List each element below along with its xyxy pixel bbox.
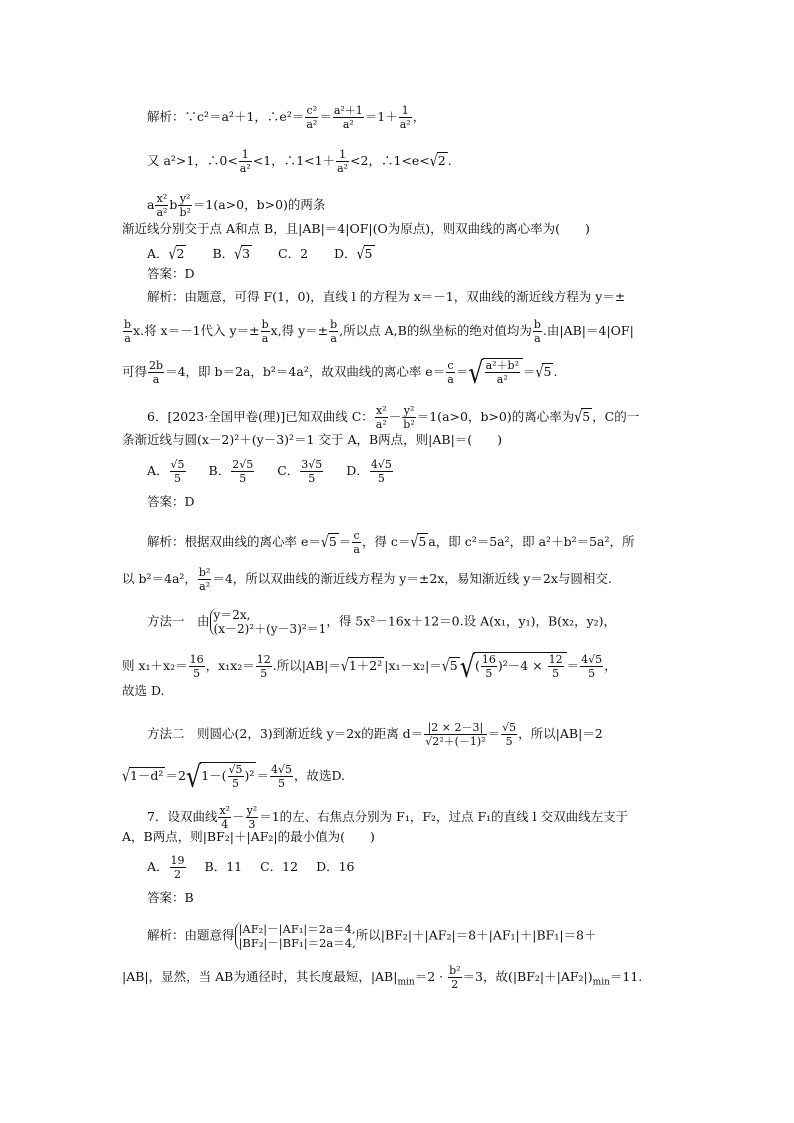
- question-6-stem-cont: 条渐近线与圆(x－2)²＋(y－3)²＝1 交于 A，B两点，则|AB|＝( ): [122, 432, 503, 447]
- solution-line-e-squared: 解析：∵c²＝a²＋1，∴e²＝ $\frac{\text{c²}}{\text{a²}}$ ＝ $\frac{\text{a²＋1}}{\text{a²}}$ ＝1＋ $\frac{1}{\text{a²}}$ ，: [147, 104, 426, 131]
- question-5-solution-2: $\frac{b}{a}$ x.将 x＝－1代入 y＝± $\frac{b}{a}$ x,得 y＝± $\frac{b}{a}$ ,所以点 A,B的纵坐标的绝对值均为 $\frac{b}{a}$ .由|AB|＝4|OF|: [124, 318, 634, 345]
- question-7-stem: 7．设双曲线 $\frac{\text{x²}}{4}$ － $\frac{\text{y²}}{3}$ ＝1的左、右焦点分别为 F₁，F₂，过点 F₁的直线 l 交双曲线左支于: [147, 804, 629, 831]
- question-7-options: A． $\frac{19}{2}$ B．11 C．12 D．16: [147, 854, 355, 881]
- question-5-stem-cont: 渐近线分别交于点 A和点 B，且|AB|＝4|OF|(O为原点)，则双曲线的离心率为( ): [122, 221, 590, 236]
- question-7-answer: 答案：B: [147, 890, 194, 905]
- question-6-stem: 6．[2023·全国甲卷(理)]已知双曲线 C： $\frac{\text{x²}}{\text{a²}}$ － $\frac{\text{y²}}{\text{b²}}$ ＝1(a>0，b>0)的离心率为√5 ，C的一: [147, 404, 640, 431]
- question-6-answer: 答案：D: [147, 494, 195, 509]
- solution-line-e-range: 又 a²>1，∴0< $\frac{1}{\text{a²}}$ <1，∴1<1＋ $\frac{1}{\text{a²}}$ <2，∴1<e<√2 .: [147, 148, 452, 175]
- question-6-solution-1: 解析：根据双曲线的离心率 e＝√5 ＝ $\frac{c}{a}$ ，得 c＝√5 a，即 c²＝5a²，即 a²＋b²＝5a²，所: [147, 529, 635, 556]
- question-7-solution-2: |AB|，显然，当 AB为通径时，其长度最短，$|AB|_{min}=2$ · $\frac{\text{b²}}{2}$ ＝3，故$(|BF_2|+|AF_2|)_{min}=11$.: [122, 964, 643, 991]
- question-6-method-2-cont: √1－d² ＝2√1－( $\frac{√5}{5}$ )² ＝ $\frac{4√5}{5}$ ，故选D.: [122, 759, 346, 794]
- question-5-options: A．√2 B．√3 C．2 D．√5: [147, 244, 373, 263]
- question-6-method-1-end: 故选 D.: [122, 683, 165, 698]
- question-5-stem: a $\frac{\text{x²}}{\text{a²}}$ b $\frac{\text{y²}}{\text{b²}}$ ＝1(a>0，b>0)的两条: [147, 192, 326, 219]
- question-6-method-1: 方法一 由 y＝2x, (x－2)²＋(y－3)²＝1 ，得 5x²－16x＋12＝0.设 A(x₁，y₁)，B(x₂，y₂)，: [147, 608, 617, 636]
- question-6-method-2: 方法二 则圆心(2，3)到渐近线 y＝2x的距离 d＝ $\frac{|2 \times 2-3|}{\text{√2²＋(－1)²}}$ ＝ $\frac{√5}{5}$ ，所以|AB|＝2: [147, 721, 603, 748]
- question-5-solution-3: 可得 $\frac{2b}{a}$ ＝4，即 b＝2a，b²＝4a²，故双曲线的离心率 e＝ $\frac{c}{a}$ ＝√ $\frac{\text{a²＋b²}}{\text{a²}}$ ＝√5 .: [122, 355, 558, 390]
- question-5-solution-1: 解析：由题意，可得 F(1，0)，直线 l 的方程为 x＝－1，双曲线的渐近线方程为 y＝±: [147, 289, 626, 304]
- question-6-options: A． $\frac{√5}{5}$ B． $\frac{2√5}{5}$ C． $\frac{3√5}{5}$ D． $\frac{4√5}{5}$: [147, 458, 392, 485]
- question-6-solution-2: 以 b²＝4a²， $\frac{\text{b²}}{\text{a²}}$ ＝4，所以双曲线的渐近线方程为 y＝±2x，易知渐近线 y＝2x与圆相交.: [122, 566, 612, 593]
- question-6-method-1-cont: 则 x₁＋x₂＝ $\frac{16}{5}$ ，x₁x₂＝ $\frac{12}{5}$ .所以|AB|＝√1＋2² |x₁－x₂|＝√5√( $\frac{16}{5}$ )²－4 × $\frac{12}{5}$ ＝ $\frac{4√5}{5}$ ，: [122, 649, 617, 684]
- question-7-stem-cont: A，B两点，则|BF₂|＋|AF₂|的最小值为( ): [122, 829, 375, 844]
- question-5-answer: 答案：D: [147, 266, 195, 281]
- question-7-solution-1: 解析：由题意得 |AF₂|－|AF₁|＝2a＝4, |BF₂|－|BF₁|＝2a＝4, 所以|BF₂|＋|AF₂|＝8＋|AF₁|＋|BF₁|＝8＋: [147, 922, 597, 950]
